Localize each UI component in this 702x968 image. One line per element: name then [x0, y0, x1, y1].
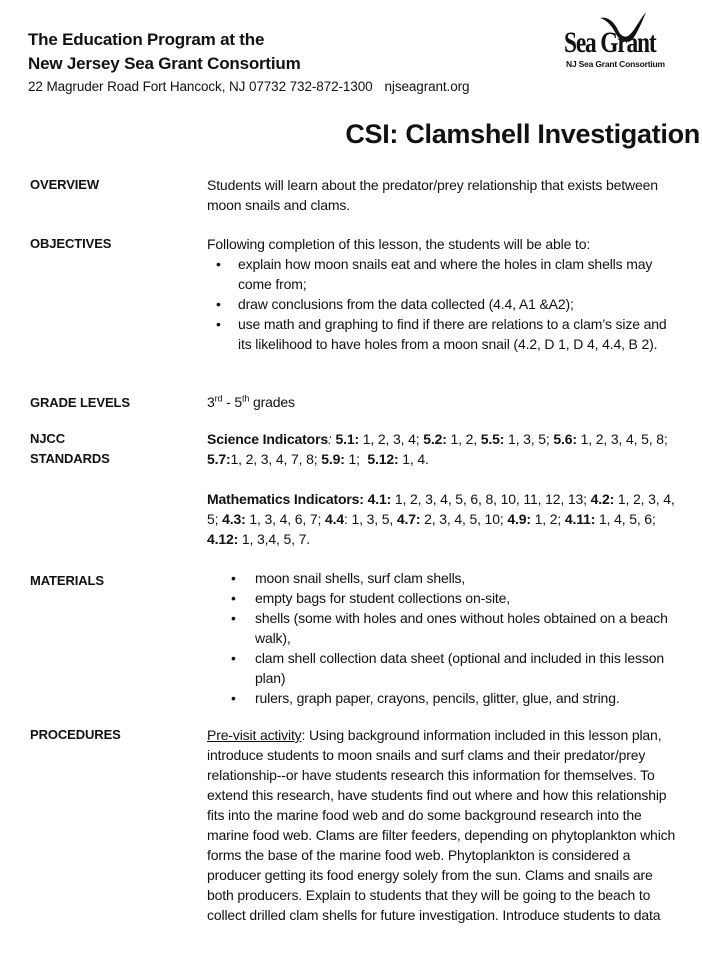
standard-code: 4.3: — [222, 511, 246, 527]
standard-values: 1, 2, 3, 4, 5, 6, 8, 10, 11, 12, 13; — [391, 491, 591, 507]
list-item: • moon snail shells, surf clam shells, — [207, 568, 677, 588]
grade-separator: - — [222, 394, 235, 410]
sea-grant-logo — [560, 8, 692, 70]
grade-from: 3 — [207, 394, 215, 410]
objectives-intro: Following completion of this lesson, the students will be able to: — [207, 236, 591, 252]
org-website: njseagrant.org — [384, 79, 470, 94]
standard-code: 4.7: — [396, 511, 421, 527]
standard-values: 1; — [344, 451, 368, 467]
section-label: MATERIALS — [30, 573, 104, 588]
org-name-line-2: New Jersey Sea Grant Consortium — [28, 54, 301, 73]
standards-body — [207, 429, 677, 549]
standard-values: : 1, 3, 5, — [344, 511, 397, 527]
standard-values: 1, 2; — [530, 511, 565, 527]
procedures-body — [207, 725, 677, 925]
list-item: • rulers, graph paper, crayons, pencils, glitter, glue, and string. — [207, 688, 677, 708]
pre-visit-activity-heading: Pre-visit activity — [207, 727, 302, 743]
list-item: • clam shell collection data sheet (optional and included in this lesson plan) — [207, 648, 677, 688]
org-contact — [28, 78, 469, 96]
standard-code: 5.7: — [207, 451, 231, 467]
logo-subtitle: NJ Sea Grant Consortium — [566, 59, 665, 69]
objectives-body — [207, 234, 677, 354]
standard-code: 5.12: — [367, 451, 399, 467]
standard-values: 1, 3, 4, 6, 7; — [245, 511, 325, 527]
overview-paragraph: Students will learn about the predator/prey relationship that exists between moon snails and clams. — [207, 177, 658, 213]
standard-values: 1, 2, 3, 4, 5, 8; — [576, 431, 668, 447]
standard-code: 4.9: — [507, 511, 531, 527]
procedures-text: : Using background information included in this lesson plan, introduce students to moon snails and surf clams and their predator/prey relationship--or have students research this information for themselves. To extend this research, have students find out where and how this relationship fits into the marine food web and do some background research into the marine food web. Clams are filter feeders, depending on phytoplankton which forms the base of the marine food web. Phytoplankton is considered a producer getting its food energy solely from the sun. Clams and snails are both producers. Explain to students that they will be going to the beach to collect drilled clam shells for future investigation. Introduce students to data — [207, 727, 676, 923]
list-item: • use math and graphing to find if there are relations to a clam’s size and its likelihood to have holes from a moon snail (4.2, D 1, D 4, 4.4, B 2). — [207, 314, 677, 354]
standard-values: 1, 2, 3, 4; — [359, 431, 424, 447]
standard-code: 4.12: — [207, 531, 239, 547]
standard-code: 5.2: — [423, 431, 447, 447]
grade-from-suffix: rd — [214, 393, 223, 404]
standard-values: 1, 4. — [398, 451, 429, 467]
standard-values: 2, 3, 4, 5, 10; — [420, 511, 508, 527]
standard-values: 1, 2, — [446, 431, 481, 447]
grade-suffix: grades — [249, 394, 295, 410]
org-name-line-1: The Education Program at the — [28, 30, 265, 49]
standards-label-line-1: NJCC — [30, 431, 65, 446]
letterhead — [28, 28, 469, 96]
grade-levels-value — [207, 392, 677, 412]
standard-code: 5.5: — [480, 431, 505, 447]
standard-code: 4.1: — [367, 491, 392, 507]
objectives-list — [207, 254, 677, 354]
list-item: • shells (some with holes and ones without holes obtained on a beach walk), — [207, 608, 677, 648]
science-indicators — [207, 429, 677, 469]
math-indicators — [207, 489, 677, 549]
grade-to: 5 — [234, 394, 242, 410]
section-label: OVERVIEW — [30, 177, 100, 192]
standard-values: 1, 2, 3, 4, 7, 8; — [230, 451, 322, 467]
standard-code: 5.6: — [553, 431, 577, 447]
grade-to-suffix: th — [241, 393, 250, 404]
list-item: • explain how moon snails eat and where the holes in clam shells may come from; — [207, 254, 677, 294]
section-label: PROCEDURES — [30, 727, 121, 742]
section-label: OBJECTIVES — [30, 236, 112, 251]
materials-list — [207, 568, 677, 708]
standard-code: 4.4 — [324, 511, 344, 527]
standards-label-line-2: STANDARDS — [30, 451, 110, 466]
standard-values: 1, 3, 5; — [504, 431, 554, 447]
standard-code: 5.1: — [335, 431, 360, 447]
procedures-paragraph — [207, 725, 677, 925]
punct: : — [328, 431, 336, 447]
overview-text — [207, 175, 677, 215]
org-address: 22 Magruder Road Fort Hancock, NJ 07732 732-872-1300 — [28, 79, 373, 94]
logo-wordmark: Sea Grant — [564, 26, 656, 59]
standard-code: 4.11: — [564, 511, 596, 527]
section-label — [30, 429, 110, 469]
list-item: • empty bags for student collections on-site, — [207, 588, 677, 608]
standard-values: 1, 2, 3, 4, 5; — [207, 491, 675, 527]
science-heading: Science Indicators — [207, 431, 329, 447]
standard-code: 5.9: — [321, 451, 345, 467]
list-item: • draw conclusions from the data collected (4.4, A1 &A2); — [207, 294, 677, 314]
section-label: GRADE LEVELS — [30, 395, 130, 410]
standard-code: 4.2: — [590, 491, 615, 507]
materials-body — [207, 568, 677, 708]
math-heading: Mathematics Indicators: — [207, 491, 368, 507]
standard-values: 1, 4, 5, 6; — [595, 511, 656, 527]
document-title: CSI: Clamshell Investigation — [345, 119, 700, 149]
standard-values: 1, 3,4, 5, 7. — [238, 531, 311, 547]
